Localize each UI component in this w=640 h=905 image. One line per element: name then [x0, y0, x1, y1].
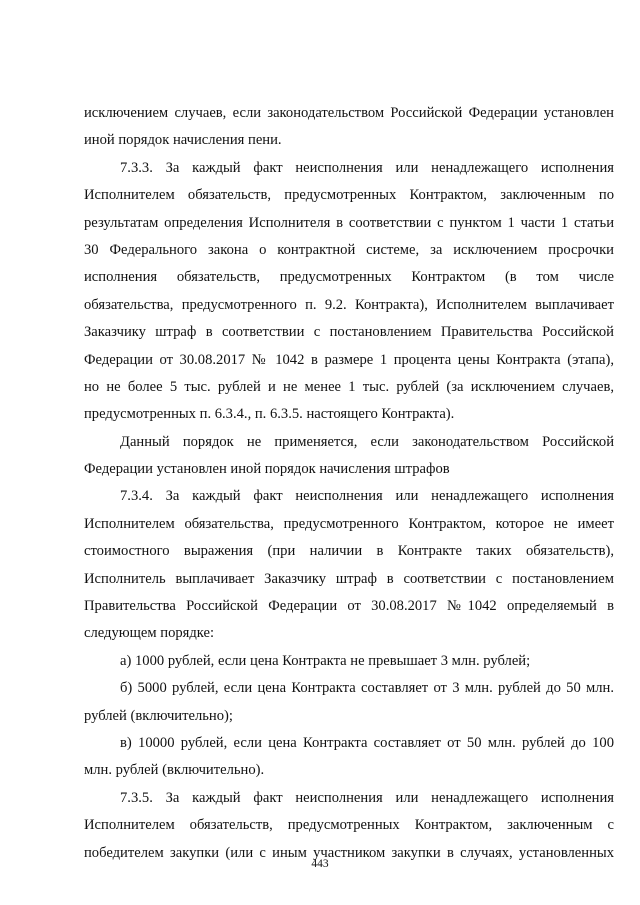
page-number: 443: [311, 858, 329, 870]
clause-7-3-5-heading-line: 7.3.5. За каждый факт неисполнения или ненадлежащего исполнения: [120, 789, 614, 806]
text-line: обязательства, предусмотренного п. 9.2. Контракта), Исполнителем выплачивает: [84, 296, 614, 313]
paragraph-first-line: Данный порядок не применяется, если законодательством Российской: [120, 433, 614, 450]
clause-7-3-4-heading-line: 7.3.4. За каждый факт неисполнения или ненадлежащего исполнения: [120, 488, 614, 505]
text-line: иной порядок начисления пени.: [84, 132, 282, 149]
text-line: Исполнитель выплачивает Заказчику штраф в соответствии с постановлением: [84, 570, 614, 587]
text-line: победителем закупки (или с иным участником закупки в случаях, установленных: [84, 844, 614, 861]
list-item-b: б) 5000 рублей, если цена Контракта составляет от 3 млн. рублей до 50 млн.: [120, 680, 614, 697]
text-line: предусмотренных п. 6.3.4., п. 6.3.5. настоящего Контракта).: [84, 406, 455, 423]
text-line: Исполнителем обязательства, предусмотренного Контрактом, которое не имеет: [84, 515, 614, 532]
text-line: Исполнителем обязательств, предусмотренных Контрактом, заключенным по: [84, 187, 614, 204]
text-line: Заказчику штраф в соответствии с постановлением Правительства Российской: [84, 324, 614, 341]
text-line: Исполнителем обязательств, предусмотренных Контрактом, заключенным с: [84, 817, 614, 834]
text-line: рублей (включительно);: [84, 707, 233, 724]
text-line: стоимостного выражения (при наличии в Контракте таких обязательств),: [84, 543, 614, 560]
list-item-c: в) 10000 рублей, если цена Контракта составляет от 50 млн. рублей до 100: [120, 734, 614, 751]
text-line: Федерации от 30.08.2017 № 1042 в размере 1 процента цены Контракта (этапа),: [84, 351, 614, 368]
text-line: результатам определения Исполнителя в соответствии с пунктом 1 части 1 статьи: [84, 214, 614, 231]
body-text: [84, 100, 614, 867]
list-item-a: а) 1000 рублей, если цена Контракта не превышает 3 млн. рублей;: [120, 652, 531, 669]
text-line: 30 Федерального закона о контрактной системе, за исключением просрочки: [84, 241, 614, 258]
text-line: следующем порядке:: [84, 625, 215, 642]
text-line: Федерации установлен иной порядок начисления штрафов: [84, 461, 450, 478]
text-line: млн. рублей (включительно).: [84, 762, 265, 779]
text-line: но не более 5 тыс. рублей и не менее 1 тыс. рублей (за исключением случаев,: [84, 378, 614, 395]
text-line: исполнения обязательств, предусмотренных Контрактом (в том числе: [84, 269, 614, 286]
clause-7-3-3-heading-line: 7.3.3. За каждый факт неисполнения или ненадлежащего исполнения: [120, 159, 614, 176]
text-line: Правительства Российской Федерации от 30.08.2017 №1042 определяемый в: [84, 598, 614, 615]
text-line: исключением случаев, если законодательством Российской Федерации установлен: [84, 105, 614, 121]
